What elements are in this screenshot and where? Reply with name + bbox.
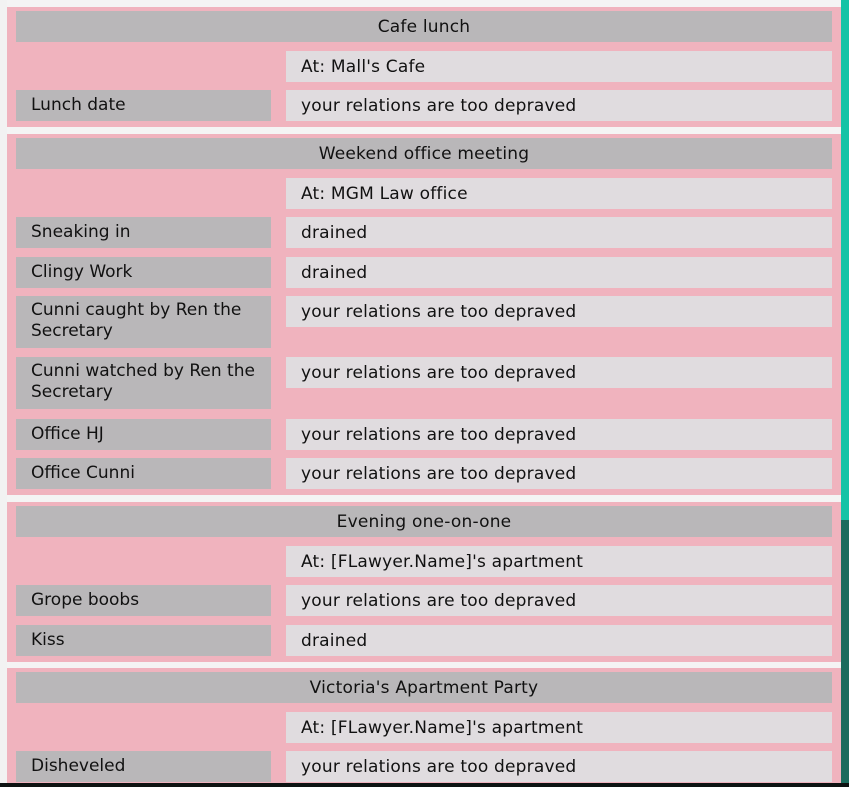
event-section-evening-one-on-one	[7, 502, 841, 662]
action-status: your relations are too depraved	[286, 751, 832, 782]
scrollbar-thumb[interactable]	[841, 0, 849, 520]
location-value: At: MGM Law office	[286, 178, 832, 209]
section-title: Weekend office meeting	[16, 138, 832, 169]
action-label[interactable]: Cunni watched by Ren the Secretary	[16, 357, 271, 409]
action-status: your relations are too depraved	[286, 90, 832, 121]
action-status: drained	[286, 217, 832, 248]
location-value: At: [FLawyer.Name]'s apartment	[286, 546, 832, 577]
action-status: your relations are too depraved	[286, 458, 832, 489]
action-label[interactable]: Office HJ	[16, 419, 271, 450]
section-title: Evening one-on-one	[16, 506, 832, 537]
location-value: At: [FLawyer.Name]'s apartment	[286, 712, 832, 743]
action-status: your relations are too depraved	[286, 585, 832, 616]
location-value: At: Mall's Cafe	[286, 51, 832, 82]
action-label[interactable]: Office Cunni	[16, 458, 271, 489]
action-label[interactable]: Cunni caught by Ren the Secretary	[16, 296, 271, 348]
action-label[interactable]: Sneaking in	[16, 217, 271, 248]
action-status: drained	[286, 625, 832, 656]
action-label[interactable]: Disheveled	[16, 751, 271, 782]
event-section-weekend-office-meeting	[7, 134, 841, 495]
action-label[interactable]: Kiss	[16, 625, 271, 656]
event-section-victorias-apartment-party	[7, 668, 841, 787]
event-section-cafe-lunch	[7, 7, 841, 127]
left-border	[0, 0, 7, 787]
action-status: drained	[286, 257, 832, 288]
action-label[interactable]: Clingy Work	[16, 257, 271, 288]
section-title: Victoria's Apartment Party	[16, 672, 832, 703]
event-list	[7, 0, 841, 787]
section-title: Cafe lunch	[16, 11, 832, 42]
action-label[interactable]: Grope boobs	[16, 585, 271, 616]
action-status: your relations are too depraved	[286, 419, 832, 450]
vertical-scrollbar[interactable]	[841, 0, 849, 787]
action-label[interactable]: Lunch date	[16, 90, 271, 121]
bottom-edge	[0, 783, 849, 787]
action-status: your relations are too depraved	[286, 296, 832, 327]
action-status: your relations are too depraved	[286, 357, 832, 388]
